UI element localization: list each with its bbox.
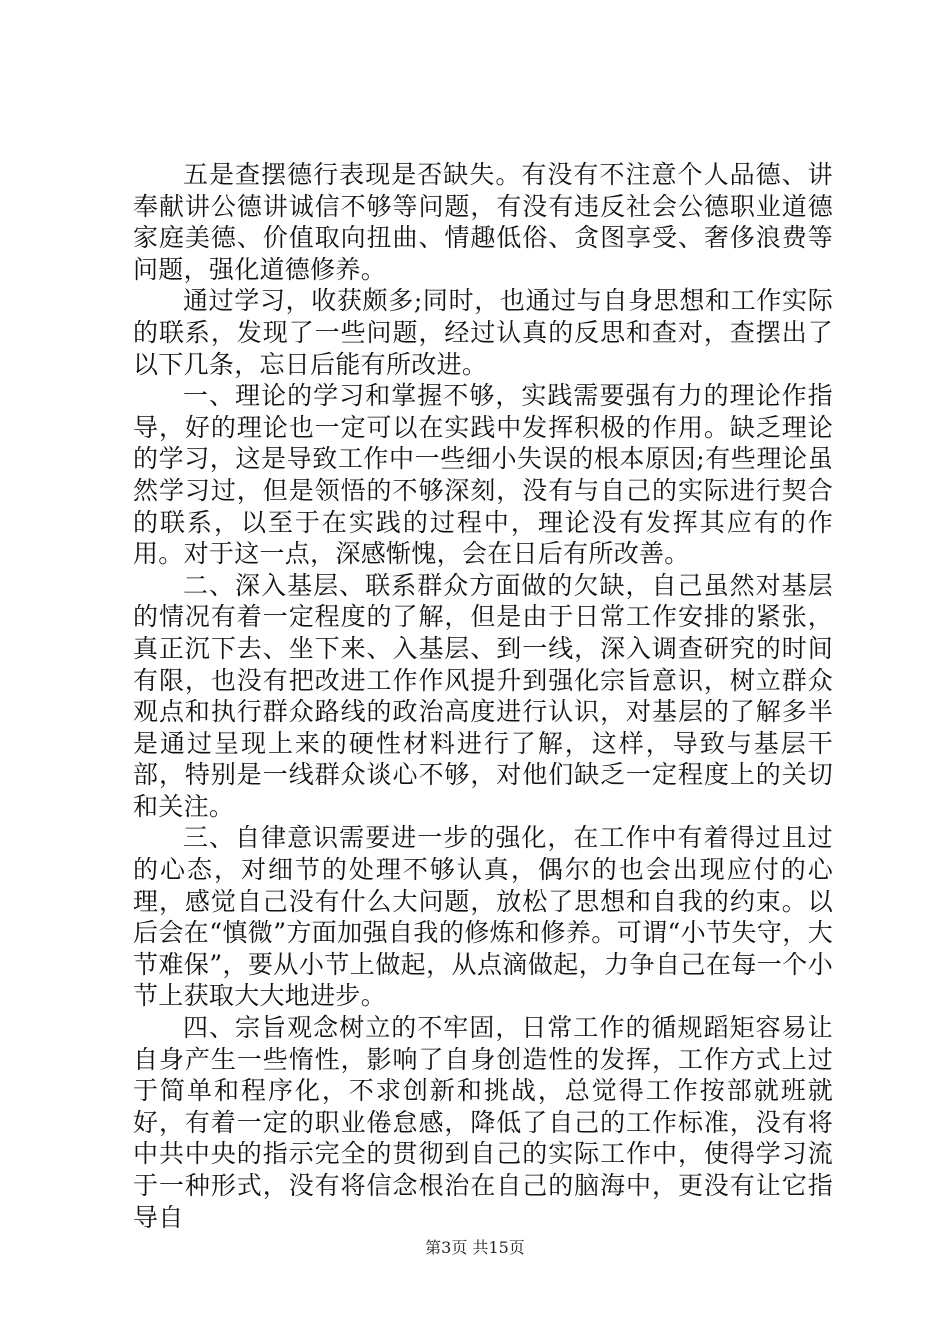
paragraph-self-discipline: 三、自律意识需要进一步的强化，在工作中有着得过且过的心态，对细节的处理不够认真，偶尔的也会出现应付的心理，感觉自己没有什么大问题，放松了思想和自我的约束。以后会在“慎微”方面加强自我的修炼和修养。可谓“小节失守，大节难保”，要从小节上做起，从点滴做起，力争自己在每一个小节上获取大大地进步。: [133, 823, 833, 1011]
document-body: [133, 159, 833, 1233]
paragraph-theory-study: 一、理论的学习和掌握不够，实践需要强有力的理论作指导，好的理论也一定可以在实践中发挥积极的作用。缺乏理论的学习，这是导致工作中一些细小失误的根本原因;有些理论虽然学习过，但是领悟的不够深刻，没有与自己的实际进行契合的联系，以至于在实践的过程中，理论没有发挥其应有的作用。对于这一点，深感惭愧，会在日后有所改善。: [133, 381, 833, 569]
page-number: 第3页 共15页: [425, 1238, 525, 1257]
paragraph-virtue-check: 五是查摆德行表现是否缺失。有没有不注意个人品德、讲奉献讲公德讲诚信不够等问题，有没有违反社会公德职业道德家庭美德、价值取向扭曲、情趣低俗、贪图享受、奢侈浪费等问题，强化道德修养。: [133, 160, 833, 284]
paragraph-purpose-concept: 四、宗旨观念树立的不牢固，日常工作的循规蹈矩容易让自身产生一些惰性，影响了自身创造性的发挥，工作方式上过于简单和程序化，不求创新和挑战，总觉得工作按部就班就好，有着一定的职业倦怠感，降低了自己的工作标准，没有将中共中央的指示完全的贯彻到自己的实际工作中，使得学习流于一种形式，没有将信念根治在自己的脑海中，更没有让它指导自: [133, 1013, 833, 1232]
paragraph-study-reflection: 通过学习，收获颇多;同时，也通过与自身思想和工作实际的联系，发现了一些问题，经过认真的反思和查对，查摆出了以下几条，忘日后能有所改进。: [133, 286, 833, 379]
paragraph-grassroots-contact: 二、深入基层、联系群众方面做的欠缺，自己虽然对基层的情况有着一定程度的了解，但是由于日常工作安排的紧张，真正沉下去、坐下来、入基层、到一线，深入调查研究的时间有限，也没有把改进工作作风提升到强化宗旨意识，树立群众观点和执行群众路线的政治高度进行认识，对基层的了解多半是通过呈现上来的硬性材料进行了解，这样，导致与基层干部，特别是一线群众谈心不够，对他们缺乏一定程度上的关切和关注。: [133, 570, 833, 821]
